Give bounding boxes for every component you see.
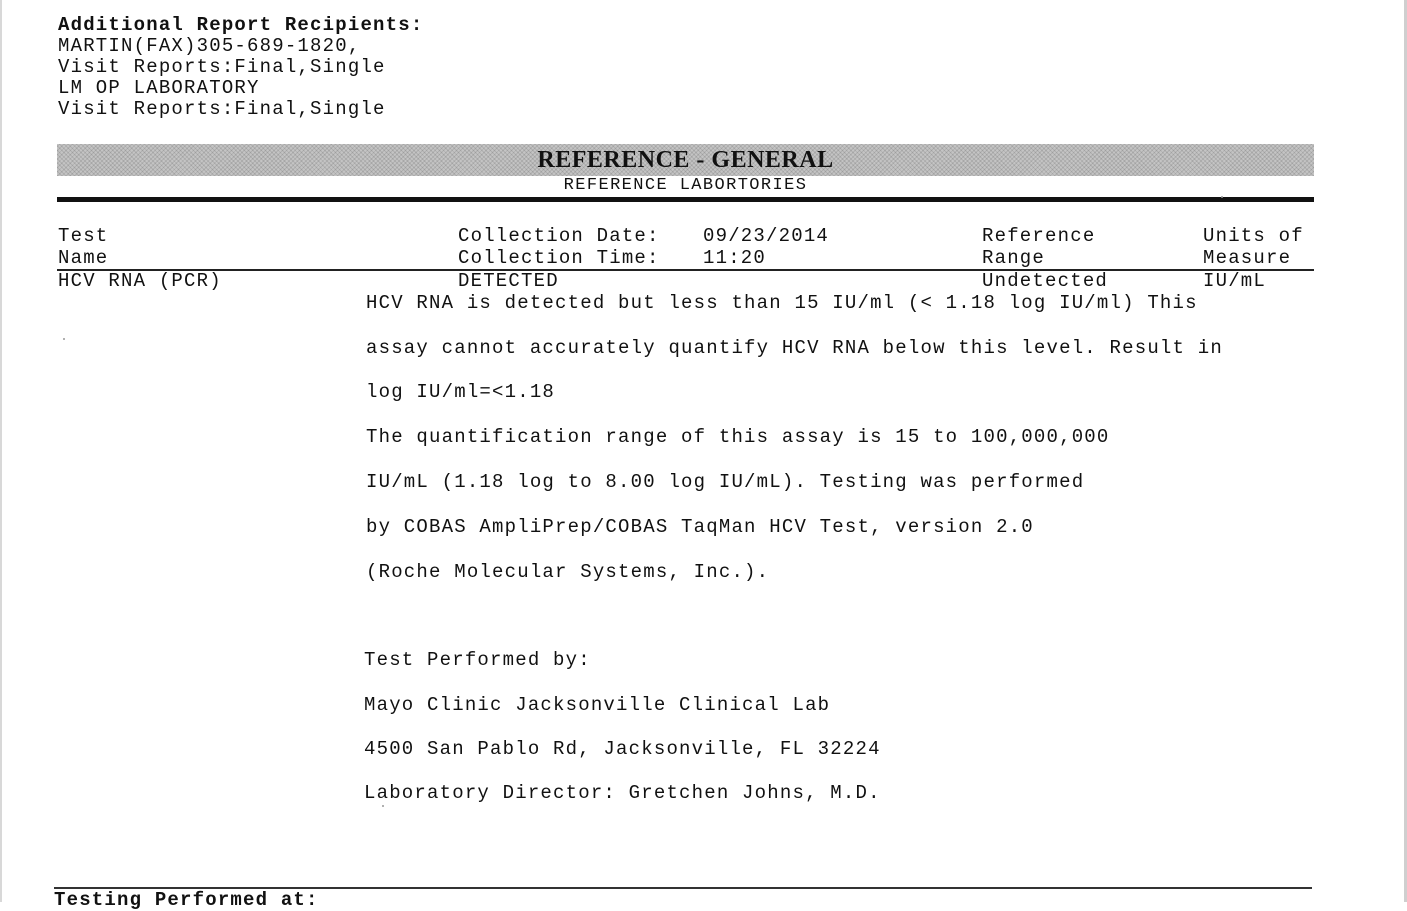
collection-time-value: 11:20 [703,247,767,269]
result-note-line: IU/mL (1.18 log to 8.00 log IU/mL). Testing was performed [366,471,1085,493]
page-edge-left [0,0,2,902]
header-test-name: Name [58,247,109,269]
result-test-name: HCV RNA (PCR) [58,270,222,292]
result-units: IU/mL [1203,270,1267,292]
result-value: DETECTED [458,270,559,292]
section-divider [57,197,1314,202]
header-test-name: Test [58,225,109,247]
result-note-line: (Roche Molecular Systems, Inc.). [366,561,770,583]
result-note-line: The quantification range of this assay is 15 to 100,000,000 [366,426,1110,448]
header-reference-range: Reference [982,225,1096,247]
footer-heading: Testing Performed at: [54,889,319,911]
section-banner [57,144,1314,176]
scan-speck [1221,196,1223,198]
header-units: Measure [1203,247,1292,269]
recipient-line: MARTIN(FAX)305-689-1820, [58,35,361,57]
header-reference-range: Range [982,247,1046,269]
performing-lab-name: Mayo Clinic Jacksonville Clinical Lab [364,694,831,716]
collection-time-label: Collection Time: [458,247,660,269]
laboratory-director: Laboratory Director: Gretchen Johns, M.D. [364,782,881,804]
scan-speck [382,805,384,807]
scan-speck [63,338,65,340]
header-divider [57,269,1314,271]
result-note-line: HCV RNA is detected but less than 15 IU/ml (< 1.18 log IU/ml) This [366,292,1198,314]
performing-lab-address: 4500 San Pablo Rd, Jacksonville, FL 32224 [364,738,881,760]
recipients-title: Additional Report Recipients: [58,14,424,36]
result-reference-range: Undetected [982,270,1109,292]
section-subtitle: REFERENCE LABORTORIES [563,176,808,195]
recipient-line: LM OP LABORATORY [58,77,260,99]
collection-date-label: Collection Date: [458,225,660,247]
recipient-line: Visit Reports:Final,Single [58,56,386,78]
section-title: REFERENCE - GENERAL [537,147,834,173]
result-note-line: by COBAS AmpliPrep/COBAS TaqMan HCV Test, version 2.0 [366,516,1034,538]
result-note-line: log IU/ml=<1.18 [366,381,556,403]
result-note-line: assay cannot accurately quantify HCV RNA below this level. Result in [366,337,1223,359]
header-units: Units of [1203,225,1304,247]
recipient-line: Visit Reports:Final,Single [58,98,386,120]
performed-by-label: Test Performed by: [364,649,591,671]
collection-date-value: 09/23/2014 [703,225,830,247]
